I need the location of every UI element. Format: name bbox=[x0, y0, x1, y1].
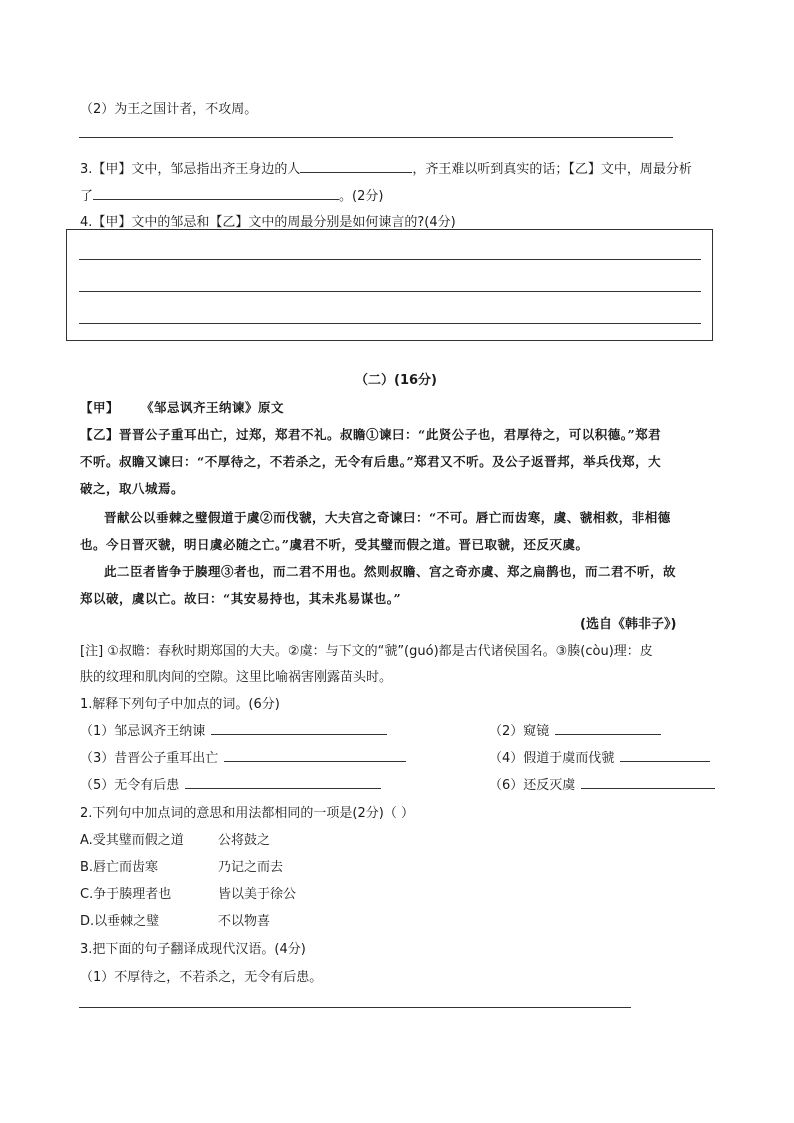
q3-part4: 。(2分) bbox=[339, 189, 384, 204]
q2-option-c-pair: 皆以美于徐公 bbox=[218, 887, 297, 902]
q2-option-b-pair: 乃记之而去 bbox=[218, 860, 284, 875]
q2-option-c[interactable]: C.争于腠理者也 bbox=[80, 887, 172, 902]
q1-text: 1.解释下列句子中加点的词。(6分) bbox=[80, 697, 280, 712]
q3-part1: 3.【甲】文中，邹忌指出齐王身边的人 bbox=[80, 162, 301, 177]
q1-item-3: （3）昔晋公子重耳出亡 bbox=[80, 747, 406, 766]
q2-option-a[interactable]: A.受其璧而假之道 bbox=[80, 833, 184, 848]
note-line2: 肤的纹理和肌肉间的空隙。这里比喻祸害刚露苗头时。 bbox=[80, 670, 393, 685]
section-heading: （二）(16分) bbox=[355, 373, 437, 388]
q1-item-6: （6）还反灭虞 bbox=[489, 774, 715, 793]
q2-text: 2.下列句中加点词的意思和用法都相同的一项是(2分)（ ） bbox=[80, 806, 414, 821]
q1-blank-4[interactable] bbox=[620, 749, 710, 762]
q2-option-d[interactable]: D.以垂棘之璧 bbox=[80, 914, 160, 929]
q3-line2 bbox=[80, 185, 383, 204]
q4-answer-box[interactable] bbox=[66, 229, 713, 341]
answer-line[interactable] bbox=[79, 137, 673, 138]
answer-line[interactable] bbox=[79, 323, 701, 324]
q2-option-b[interactable]: B.唇亡而齿寒 bbox=[80, 860, 159, 875]
p2-line2: 也。今日晋灭虢，明日虞必随之亡。”虞君不听，受其璧而假之道。晋已取虢，还反灭虞。 bbox=[80, 537, 589, 552]
q3-item1-text: （1）不厚待之，不若杀之，无令有后患。 bbox=[80, 970, 323, 985]
answer-line[interactable] bbox=[79, 1007, 631, 1008]
q3-blank2[interactable] bbox=[93, 187, 339, 200]
p3-line1: 此二臣者皆争于腠理③者也，而二君不用也。然则叔瞻、宫之奇亦虞、郑之扁鹊也，而二君不听，故 bbox=[104, 564, 677, 579]
jia-line bbox=[80, 398, 284, 416]
p2-line1: 晋献公以垂棘之璧假道于虞②而伐虢，大夫宫之奇谏曰：“不可。唇亡而齿寒，虞、虢相救，非相德 bbox=[104, 510, 671, 525]
yi-line3: 破之，取八城焉。 bbox=[80, 481, 185, 496]
q1-item-2: （2）窥镜 bbox=[489, 720, 661, 739]
q2-item2-text: （2）为王之国计者，不攻周。 bbox=[80, 102, 258, 117]
q1-item-4: （4）假道于虞而伐虢 bbox=[489, 747, 710, 766]
q3-line1 bbox=[80, 158, 692, 177]
source-citation: (选自《韩非子》) bbox=[580, 617, 677, 632]
q4-text: 4.【甲】文中的邹忌和【乙】文中的周最分别是如何谏言的?(4分) bbox=[80, 215, 456, 230]
q3-part2: ，齐王难以听到真实的话；【乙】文中，周最分析 bbox=[412, 162, 692, 177]
q1-blank-6[interactable] bbox=[581, 776, 715, 789]
q3-blank1[interactable] bbox=[300, 160, 412, 173]
jia-tag: 【甲】 bbox=[80, 400, 120, 415]
jia-text: 《邹忌讽齐王纳谏》原文 bbox=[141, 400, 285, 415]
q2-option-a-pair: 公将鼓之 bbox=[218, 833, 271, 848]
q3-text: 3.把下面的句子翻译成现代汉语。(4分) bbox=[80, 942, 306, 957]
p3-line2: 郑以破，虞以亡。故曰：“其安易持也，其未兆易谋也。” bbox=[80, 591, 402, 606]
q1-blank-5[interactable] bbox=[185, 776, 381, 789]
yi-line1: 【乙】晋晋公子重耳出亡，过郑，郑君不礼。叔瞻①谏曰：“此贤公子也，君厚待之，可以积德。”郑君 bbox=[80, 427, 662, 442]
note-line1: [注] ①叔瞻：春秋时期郑国的大夫。②虞：与下文的“虢”(guó)都是古代诸侯国名。③腠(còu)理：皮 bbox=[80, 644, 653, 659]
answer-line[interactable] bbox=[79, 291, 701, 292]
q1-blank-3[interactable] bbox=[224, 749, 406, 762]
answer-line[interactable] bbox=[79, 259, 701, 260]
yi-line2: 不听。叔瞻又谏曰：“不厚待之，不若杀之，无令有后患。”郑君又不听。及公子返晋邦，举兵伐郑，大 bbox=[80, 454, 662, 469]
q3-part3: 了 bbox=[80, 189, 94, 204]
q2-option-d-pair: 不以物喜 bbox=[218, 914, 271, 929]
q1-blank-1[interactable] bbox=[211, 722, 387, 735]
q1-item-1: （1）邹忌讽齐王纳谏 bbox=[80, 720, 387, 739]
q1-item-5: （5）无令有后患 bbox=[80, 774, 381, 793]
q1-blank-2[interactable] bbox=[555, 722, 661, 735]
